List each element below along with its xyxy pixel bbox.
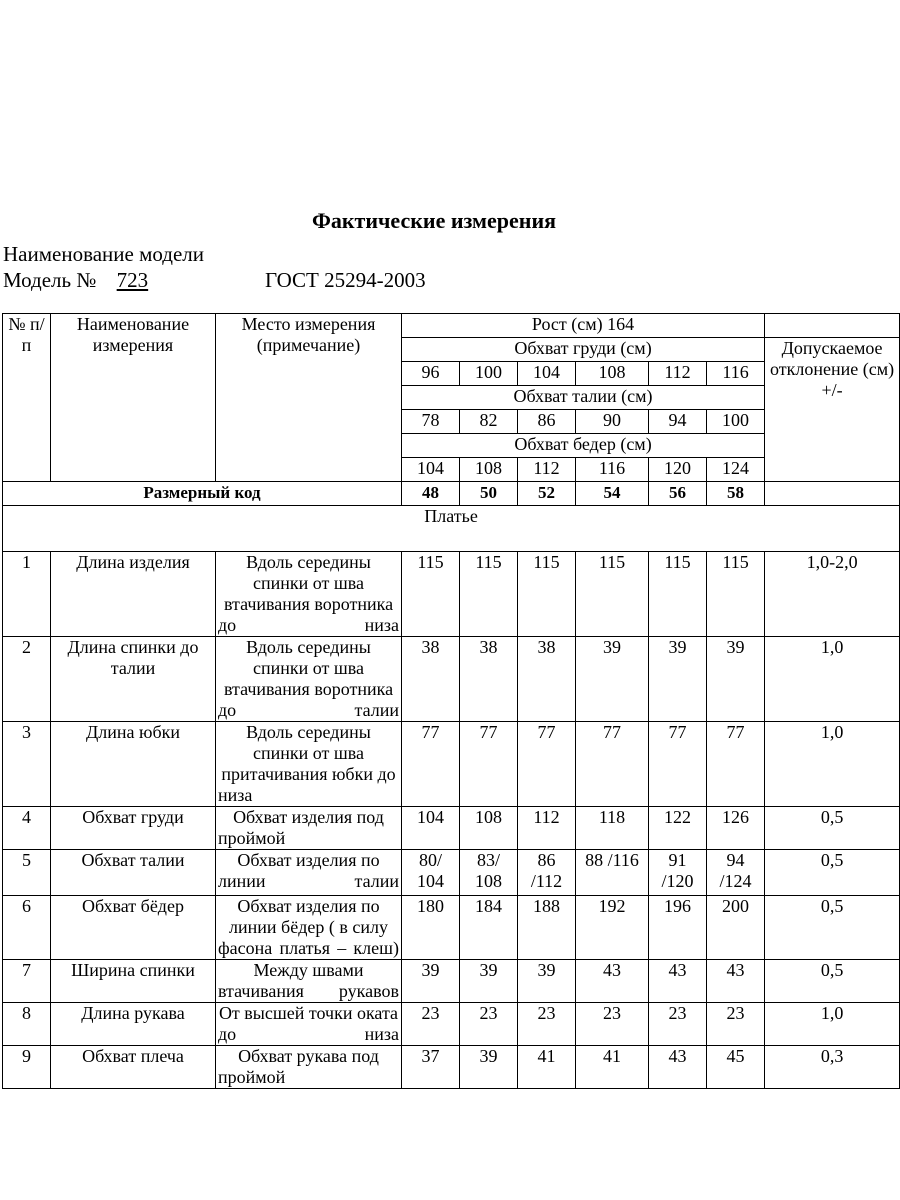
row-note: Обхват изделия под проймой [216,807,402,850]
header-place: Место измерения (примечание) [216,314,402,482]
row-name: Обхват плеча [51,1046,216,1089]
table-row [3,1003,900,1046]
table-row [3,896,900,960]
row-tolerance: 0,5 [765,850,900,896]
header-hips-label: Обхват бедер (см) [402,434,765,458]
row-value: 115 [402,552,460,637]
hips-cell: 124 [707,458,765,482]
row-value: 112 [518,807,576,850]
row-value: 39 [649,637,707,722]
row-name: Длина спинки до талии [51,637,216,722]
row-value: 43 [649,1046,707,1089]
size-code-blank [765,482,900,506]
header-chest-label: Обхват груди (см) [402,338,765,362]
row-note: Обхват изделия по линии бёдер ( в силу фасона платья – клеш) [216,896,402,960]
size-code-cell: 56 [649,482,707,506]
row-value: 38 [460,637,518,722]
measurement-rows [3,552,900,1089]
row-value: 77 [402,722,460,807]
row-value: 39 [576,637,649,722]
hips-cell: 104 [402,458,460,482]
row-tolerance: 0,3 [765,1046,900,1089]
row-number: 1 [3,552,51,637]
section-title: Платье [3,506,900,552]
header-name: Наименование измерения [51,314,216,482]
chest-cell: 100 [460,362,518,386]
waist-cell: 94 [649,410,707,434]
row-value: 108 [460,807,518,850]
row-value: 122 [649,807,707,850]
table-row [3,552,900,637]
row-value: 23 [518,1003,576,1046]
row-name: Длина юбки [51,722,216,807]
row-note: От высшей точки оката до низа [216,1003,402,1046]
row-value: 126 [707,807,765,850]
waist-cell: 82 [460,410,518,434]
row-value: 200 [707,896,765,960]
chest-cell: 104 [518,362,576,386]
size-code-cell: 58 [707,482,765,506]
chest-cell: 108 [576,362,649,386]
table-row [3,722,900,807]
row-value: 43 [649,960,707,1003]
row-name: Обхват груди [51,807,216,850]
row-tolerance: 0,5 [765,896,900,960]
hips-cell: 112 [518,458,576,482]
row-value: 77 [460,722,518,807]
model-line [3,268,426,293]
row-value: 23 [460,1003,518,1046]
size-code-label: Размерный код [3,482,402,506]
table-row [3,807,900,850]
row-tolerance: 0,5 [765,960,900,1003]
row-tolerance: 1,0 [765,1003,900,1046]
size-code-cell: 52 [518,482,576,506]
row-value: 192 [576,896,649,960]
row-tolerance: 1,0-2,0 [765,552,900,637]
row-note: Между швами втачивания рукавов [216,960,402,1003]
row-value: 115 [649,552,707,637]
row-value: 38 [518,637,576,722]
row-note: Вдоль середины спинки от шва притачивания юбки до низа [216,722,402,807]
row-value: 23 [402,1003,460,1046]
chest-cell: 112 [649,362,707,386]
row-number: 9 [3,1046,51,1089]
row-value: 80/ 104 [402,850,460,896]
row-value: 83/ 108 [460,850,518,896]
chest-cell: 96 [402,362,460,386]
row-value: 196 [649,896,707,960]
row-number: 2 [3,637,51,722]
header-tolerance: Допускаемое отклонение (см) +/- [765,338,900,482]
hips-cell: 120 [649,458,707,482]
header-height: Рост (см) 164 [402,314,765,338]
row-value: 77 [518,722,576,807]
waist-cell: 78 [402,410,460,434]
row-tolerance: 0,5 [765,807,900,850]
row-name: Длина рукава [51,1003,216,1046]
size-code-cell: 54 [576,482,649,506]
row-number: 8 [3,1003,51,1046]
waist-cell: 100 [707,410,765,434]
row-value: 41 [576,1046,649,1089]
row-value: 23 [649,1003,707,1046]
row-value: 37 [402,1046,460,1089]
row-note: Вдоль середины спинки от шва втачивания воротника до низа [216,552,402,637]
row-value: 86 /112 [518,850,576,896]
row-value: 180 [402,896,460,960]
row-value: 77 [649,722,707,807]
row-value: 115 [576,552,649,637]
row-number: 4 [3,807,51,850]
row-value: 43 [707,960,765,1003]
row-number: 7 [3,960,51,1003]
row-value: 43 [576,960,649,1003]
row-value: 94 /124 [707,850,765,896]
row-value: 118 [576,807,649,850]
size-code-cell: 50 [460,482,518,506]
model-number-label: Модель № [3,268,97,292]
table-row [3,960,900,1003]
size-code-cell: 48 [402,482,460,506]
header-waist-label: Обхват талии (см) [402,386,765,410]
row-value: 184 [460,896,518,960]
row-tolerance: 1,0 [765,722,900,807]
header-num: № п/п [3,314,51,482]
row-name: Обхват бёдер [51,896,216,960]
chest-cell: 116 [707,362,765,386]
table-row [3,637,900,722]
row-value: 91 /120 [649,850,707,896]
row-value: 115 [518,552,576,637]
row-value: 115 [460,552,518,637]
row-value: 39 [460,1046,518,1089]
model-number: 723 [116,268,149,292]
row-value: 41 [518,1046,576,1089]
row-value: 77 [576,722,649,807]
table-row [3,1046,900,1089]
row-value: 77 [707,722,765,807]
row-note: Обхват изделия по линии талии [216,850,402,896]
row-value: 38 [402,637,460,722]
row-name: Длина изделия [51,552,216,637]
page-title: Фактические измерения [311,208,557,233]
row-value: 188 [518,896,576,960]
table-row [3,850,900,896]
row-number: 5 [3,850,51,896]
row-name: Обхват талии [51,850,216,896]
size-code-row [3,482,900,506]
row-value: 45 [707,1046,765,1089]
waist-cell: 86 [518,410,576,434]
gost-standard: ГОСТ 25294-2003 [265,268,426,292]
header-blank [765,314,900,338]
waist-cell: 90 [576,410,649,434]
row-value: 39 [707,637,765,722]
row-value: 115 [707,552,765,637]
row-value: 39 [460,960,518,1003]
row-value: 88 /116 [576,850,649,896]
row-tolerance: 1,0 [765,637,900,722]
row-note: Обхват рукава под проймой [216,1046,402,1089]
row-value: 39 [402,960,460,1003]
row-value: 23 [707,1003,765,1046]
hips-cell: 108 [460,458,518,482]
row-note: Вдоль середины спинки от шва втачивания воротника до талии [216,637,402,722]
hips-cell: 116 [576,458,649,482]
row-value: 23 [576,1003,649,1046]
row-number: 6 [3,896,51,960]
row-name: Ширина спинки [51,960,216,1003]
row-number: 3 [3,722,51,807]
model-name-label: Наименование модели [3,242,204,266]
row-value: 104 [402,807,460,850]
measurement-table [2,313,900,1089]
row-value: 39 [518,960,576,1003]
